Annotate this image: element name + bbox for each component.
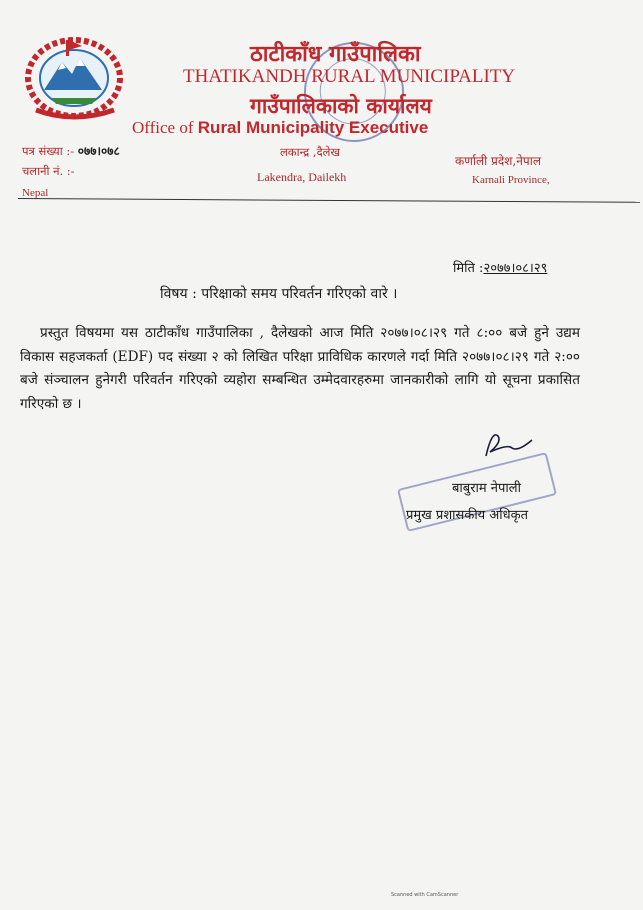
office-title-nepali: गाउँपालिकाको कार्यालय — [250, 93, 432, 118]
province-nepali: कर्णाली प्रदेश,नेपाल — [455, 154, 541, 168]
country-english: Nepal — [22, 187, 49, 199]
scanner-watermark: Scanned with CamScanner — [391, 892, 459, 898]
letter-number — [22, 142, 120, 159]
letter-subject: विषय : परिक्षाको समय परिवर्तन गरिएको वारे । — [160, 286, 398, 302]
nepal-emblem-icon — [22, 32, 127, 120]
province-english: Karnali Province, — [472, 174, 550, 186]
letter-date — [453, 258, 547, 276]
dispatch-number-label: चलानी नं. :- — [22, 164, 75, 178]
location-nepali: लकान्द्र ,दैलेख — [280, 145, 340, 159]
location-english: Lakendra, Dailekh — [257, 170, 347, 184]
header-divider — [18, 198, 640, 203]
office-title-english — [132, 118, 428, 138]
office-title-main: Rural Municipality Executive — [197, 118, 429, 137]
letter-body — [20, 322, 580, 416]
date-value: २०७७।०८।२९ — [483, 261, 548, 276]
signatory-name: बाबुराम नेपाली — [452, 481, 521, 496]
date-label: मिति : — [453, 261, 484, 276]
municipality-title-english: THATIKANDH RURAL MUNICIPALITY — [183, 66, 516, 87]
signatory-title: प्रमुख प्रशासकीय अधिकृत — [406, 508, 529, 523]
letter-number-label: पत्र संख्या :- — [22, 144, 75, 158]
office-title-prefix: Office of — [132, 118, 198, 137]
letter-number-value: ०७७।०७८ — [77, 144, 120, 158]
letter-body-paragraph: प्रस्तुत विषयमा यस ठाटीकाँध गाउँपालिका , दैलेखको आज मिति २०७७।०८।२९ गते ८:०० बजे हुने उद्यम विकास सहजकर्ता (EDF) पद संख्या २ को लिखित परिक्षा प्राविधिक कारणले गर्दा मिति २०७७।०८।२९ गते २:०० बजे संञ्चालन हुनेगरी परिवर्तन गरिएको व्यहोरा सम्बन्धित उम्मेदवारहरुमा जानकारीको लागि यो सूचना प्रकासित गरिएको छ । — [20, 325, 580, 412]
municipality-title-nepali: ठाटीकाँध गाउँपालिका — [250, 41, 421, 67]
